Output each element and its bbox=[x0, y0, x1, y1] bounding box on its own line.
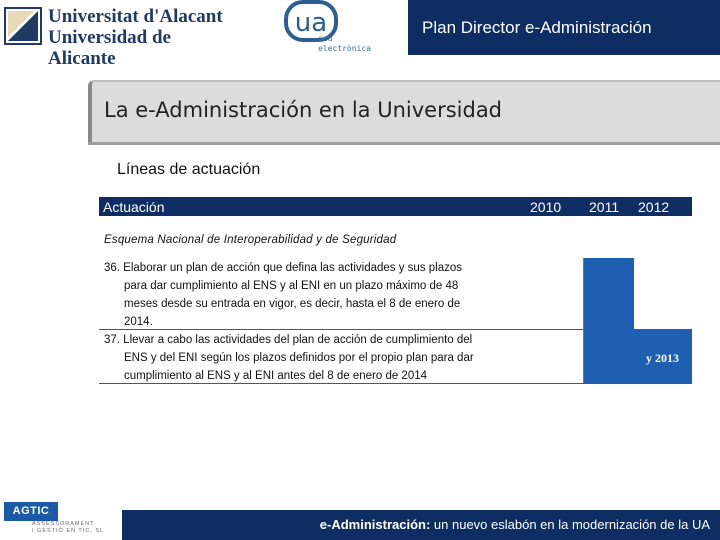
row-text-line: para dar cumplimiento al ENS y al ENI en un plazo máximo de 48 bbox=[124, 280, 459, 292]
column-header-2011: 2011 bbox=[589, 199, 620, 215]
footer-bar bbox=[122, 510, 720, 540]
column-header-2010: 2010 bbox=[530, 199, 562, 215]
university-name-line1: Universitat d'Alacant bbox=[48, 6, 223, 27]
row-text-line: meses desde su entrada en vigor, es decir, hasta el 8 de enero de bbox=[124, 298, 461, 310]
table-header bbox=[99, 197, 692, 216]
row-text-line: 36. Elaborar un plan de acción que defina las actividades y sus plazos bbox=[104, 262, 463, 274]
agtic-subtitle bbox=[32, 521, 104, 535]
table-row bbox=[104, 331, 574, 385]
table-bottom-border bbox=[99, 383, 692, 384]
section-heading bbox=[88, 80, 720, 142]
ua-caption-line1: seu bbox=[318, 34, 333, 43]
footer-text: un nuevo eslabón en la modernización de la UA bbox=[430, 517, 710, 532]
agtic-subtitle-line2: I GESTIÓ EN TIC, SL bbox=[32, 528, 105, 534]
university-crest-icon bbox=[4, 7, 42, 45]
timeline-bar-note: y 2013 bbox=[646, 351, 679, 365]
university-name-line2: Universidad de Alicante bbox=[48, 27, 171, 69]
timeline-bar-row36 bbox=[584, 258, 634, 329]
agtic-subtitle-line1: ASSESSORAMENT bbox=[32, 521, 95, 527]
ua-logo-text: ua bbox=[294, 8, 328, 38]
agtic-logo: AGTIC bbox=[4, 502, 58, 521]
table-group-label: Esquema Nacional de Interoperabilidad y de Seguridad bbox=[104, 234, 397, 246]
table-row bbox=[104, 259, 574, 331]
row-text-line: 37. Llevar a cabo las actividades del plan de acción de cumplimiento del bbox=[104, 334, 473, 346]
section-title-text: La e-Administración en la Universidad bbox=[104, 98, 503, 122]
column-header-2012: 2012 bbox=[638, 199, 670, 215]
footer-text-bold: e-Administración: bbox=[319, 517, 431, 532]
row-text-line: cumplimiento al ENS y al ENI antes del 8 de enero de 2014 bbox=[124, 370, 428, 382]
university-name bbox=[48, 6, 238, 69]
row-text-line: 2014. bbox=[124, 316, 153, 328]
row-text-line: ENS y del ENI según los plazos definidos por el propio plan para dar bbox=[124, 352, 474, 364]
timeline-bar-row37 bbox=[584, 330, 692, 383]
subtitle: Líneas de actuación bbox=[117, 161, 261, 178]
column-divider bbox=[583, 258, 584, 383]
column-header-actuacion: Actuación bbox=[103, 199, 165, 215]
header-title-bar bbox=[408, 0, 720, 55]
ua-logo-caption bbox=[318, 34, 371, 54]
header-title: Plan Director e-Administración bbox=[422, 18, 652, 37]
ua-caption-line2: electrònica bbox=[318, 44, 371, 53]
